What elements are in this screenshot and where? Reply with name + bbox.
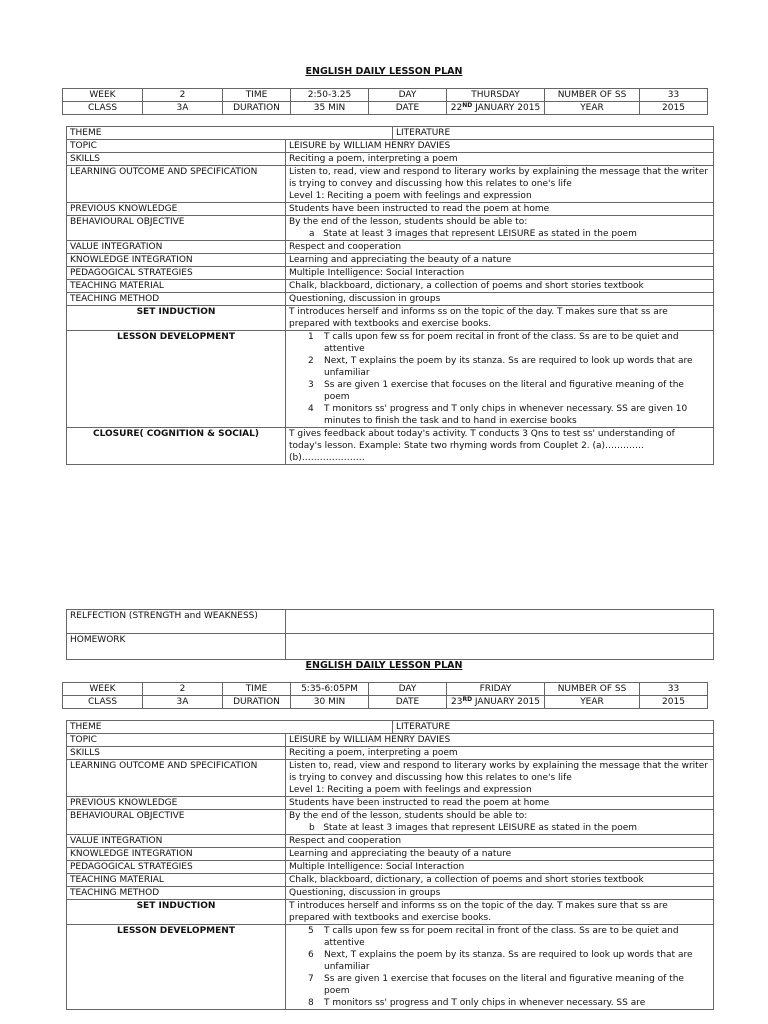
development-steps-list [289,925,710,1009]
day-label: DAY [369,89,447,102]
outcome-label: LEARNING OUTCOME AND SPECIFICATION [67,166,286,203]
day-value: THURSDAY [447,89,545,102]
pedagogical-strategies-row [67,861,714,874]
list-item [289,973,710,997]
reflection-value [286,610,714,634]
year-label: YEAR [545,696,640,709]
step-number: 4 [308,404,314,414]
step-text: T monitors ss' progress and T only chips in whenever necessary. SS are given 10 minutes to finish the task and to hand in exercise books [324,404,688,426]
knowledge-integration-row [67,254,714,267]
teaching-material-value: Chalk, blackboard, dictionary, a collection of poems and short stories textbook [286,874,714,887]
outcome-text: Listen to, read, view and respond to literary works by explaining the message that the writer is trying to convey and discussing how this relates to one's life [289,167,708,189]
week-value: 2 [143,89,223,102]
duration-label: DURATION [223,696,291,709]
lesson-plan-table [66,126,714,465]
step-number: 7 [308,974,314,984]
num-ss-value: 33 [640,89,708,102]
reflection-table [66,609,714,660]
pedagogical-strategies-label: PEDAGOGICAL STRATEGIES [67,861,286,874]
behavioural-objective-row [67,810,714,835]
year-label: YEAR [545,102,640,115]
lesson-header-table [62,88,708,115]
knowledge-integration-label: KNOWLEDGE INTEGRATION [67,848,286,861]
prev-knowledge-row [67,797,714,810]
pedagogical-strategies-label: PEDAGOGICAL STRATEGIES [67,267,286,280]
class-value: 3A [143,102,223,115]
item-text: State at least 3 images that represent LEISURE as stated in the poem [323,823,638,833]
date-day: 22 [450,103,463,113]
step-number: 8 [308,998,314,1008]
time-label: TIME [223,89,291,102]
num-ss-value: 33 [640,683,708,696]
date-rest: JANUARY 2015 [472,697,540,707]
knowledge-integration-row [67,848,714,861]
set-induction-row [67,306,714,331]
week-label: WEEK [63,89,143,102]
teaching-material-row [67,874,714,887]
prev-knowledge-value: Students have been instructed to read the poem at home [286,797,714,810]
teaching-material-value: Chalk, blackboard, dictionary, a collection of poems and short stories textbook [286,280,714,293]
reflection-label: RELFECTION (STRENGTH and WEAKNESS) [67,610,286,634]
header-row-2 [63,696,708,709]
homework-label: HOMEWORK [67,634,286,660]
behavioural-objective-row [67,216,714,241]
step-text: Next, T explains the poem by its stanza. Ss are required to look up words that are unfamiliar [324,950,693,972]
week-value: 2 [143,683,223,696]
skills-label: SKILLS [67,747,286,760]
step-text: Ss are given 1 exercise that focuses on the literal and figurative meaning of the poem [324,974,684,996]
behavioural-objective-intro: By the end of the lesson, students should be able to: [289,217,528,227]
step-number: 3 [308,380,314,390]
list-item [289,403,710,427]
step-text: T calls upon few ss for poem recital in front of the class. Ss are to be quiet and attentive [324,926,679,948]
value-integration-value: Respect and cooperation [286,241,714,254]
list-item [289,925,710,949]
step-text: T calls upon few ss for poem recital in front of the class. Ss are to be quiet and attentive [324,332,679,354]
topic-label: TOPIC [67,734,286,747]
date-label: DATE [369,696,447,709]
theme-value: LITERATURE [393,721,714,734]
day-value: FRIDAY [447,683,545,696]
step-text: Ss are given 1 exercise that focuses on the literal and figurative meaning of the poem [324,380,684,402]
date-rest: JANUARY 2015 [472,103,541,113]
lesson-development-label: LESSON DEVELOPMENT [67,331,286,428]
behavioural-objective-label: BEHAVIOURAL OBJECTIVE [67,810,286,835]
lesson-plan-title: ENGLISH DAILY LESSON PLAN [305,66,463,77]
theme-value: LITERATURE [393,127,714,140]
date-day: 23 [451,697,463,707]
lesson-development-row [67,925,714,1010]
list-item [289,379,710,403]
duration-value: 35 MIN [291,102,369,115]
lesson-development-label: LESSON DEVELOPMENT [67,925,286,1010]
value-integration-label: VALUE INTEGRATION [67,241,286,254]
prev-knowledge-label: PREVIOUS KNOWLEDGE [67,797,286,810]
behavioural-objective-item [289,228,710,240]
outcome-text: Listen to, read, view and respond to literary works by explaining the message that the writer is trying to convey and discussing how this relates to one's life [289,761,708,783]
behavioural-objective-value [286,810,714,835]
outcome-row [67,760,714,797]
reflection-row [67,610,714,634]
closure-row [67,428,714,465]
lesson-development-value [286,925,714,1010]
behavioural-objective-item [289,822,710,834]
week-label: WEEK [63,683,143,696]
value-integration-row [67,835,714,848]
value-integration-value: Respect and cooperation [286,835,714,848]
theme-label: THEME [67,721,393,734]
step-text: Next, T explains the poem by its stanza. Ss are required to look up words that are unfamiliar [324,356,693,378]
value-integration-label: VALUE INTEGRATION [67,835,286,848]
outcome-level: Level 1: Reciting a poem with feelings and expression [289,191,532,201]
duration-label: DURATION [223,102,291,115]
homework-value [286,634,714,660]
skills-label: SKILLS [67,153,286,166]
topic-value: LEISURE by WILLIAM HENRY DAVIES [286,734,714,747]
skills-row [67,747,714,760]
item-text: State at least 3 images that represent LEISURE as stated in the poem [323,229,637,239]
date-suffix: RD [462,696,473,703]
year-value: 2015 [640,102,708,115]
skills-value: Reciting a poem, interpreting a poem [286,747,714,760]
lesson-development-row [67,331,714,428]
teaching-material-label: TEACHING MATERIAL [67,874,286,887]
behavioural-objective-intro: By the end of the lesson, students should be able to: [289,811,528,821]
set-induction-label: SET INDUCTION [67,306,286,331]
list-item [289,331,710,355]
time-label: TIME [223,683,291,696]
set-induction-value: T introduces herself and informs ss on the topic of the day. T makes sure that ss are prepared with textbooks and exercise books. [286,900,714,925]
teaching-method-label: TEACHING METHOD [67,293,286,306]
date-suffix: ND [462,102,473,109]
topic-row [67,140,714,153]
outcome-level: Level 1: Reciting a poem with feelings and expression [289,785,532,795]
theme-row [67,127,714,140]
theme-row [67,721,714,734]
lesson-plan-title: ENGLISH DAILY LESSON PLAN [305,660,463,671]
theme-label: THEME [67,127,393,140]
teaching-method-value: Questioning, discussion in groups [286,293,714,306]
step-text: T monitors ss' progress and T only chips in whenever necessary. SS are [324,998,646,1008]
outcome-value [286,166,714,203]
topic-row [67,734,714,747]
date-label: DATE [369,102,447,115]
class-label: CLASS [63,102,143,115]
value-integration-row [67,241,714,254]
header-row-1 [63,89,708,102]
date-value [447,696,545,709]
development-steps-list [289,331,710,427]
teaching-material-label: TEACHING MATERIAL [67,280,286,293]
prev-knowledge-value: Students have been instructed to read the poem at home [286,203,714,216]
date-value [447,102,545,115]
prev-knowledge-label: PREVIOUS KNOWLEDGE [67,203,286,216]
header-row-2 [63,102,708,115]
topic-value: LEISURE by WILLIAM HENRY DAVIES [286,140,714,153]
teaching-method-value: Questioning, discussion in groups [286,887,714,900]
knowledge-integration-value: Learning and appreciating the beauty of a nature [286,254,714,267]
class-label: CLASS [63,696,143,709]
teaching-method-label: TEACHING METHOD [67,887,286,900]
step-number: 5 [308,926,314,936]
outcome-row [67,166,714,203]
topic-label: TOPIC [67,140,286,153]
time-value: 2:50-3.25 [291,89,369,102]
duration-value: 30 MIN [291,696,369,709]
pedagogical-strategies-value: Multiple Intelligence: Social Interaction [286,861,714,874]
outcome-label: LEARNING OUTCOME AND SPECIFICATION [67,760,286,797]
set-induction-value: T introduces herself and informs ss on the topic of the day. T makes sure that ss are prepared with textbooks and exercise books. [286,306,714,331]
header-row-1 [63,683,708,696]
day-label: DAY [369,683,447,696]
outcome-value [286,760,714,797]
knowledge-integration-label: KNOWLEDGE INTEGRATION [67,254,286,267]
teaching-method-row [67,887,714,900]
teaching-material-row [67,280,714,293]
lesson-development-value [286,331,714,428]
skills-row [67,153,714,166]
class-value: 3A [143,696,223,709]
lesson-header-table [62,682,708,709]
step-number: 6 [308,950,314,960]
set-induction-row [67,900,714,925]
item-marker: b [309,823,315,833]
item-marker: a [309,229,315,239]
year-value: 2015 [640,696,708,709]
closure-value: T gives feedback about today's activity. T conducts 3 Qns to test ss' understanding of today's lesson. Example: State two rhyming words from Couplet 2. (a)…………. (b)………………… [286,428,714,465]
num-ss-label: NUMBER OF SS [545,683,640,696]
skills-value: Reciting a poem, interpreting a poem [286,153,714,166]
behavioural-objective-label: BEHAVIOURAL OBJECTIVE [67,216,286,241]
knowledge-integration-value: Learning and appreciating the beauty of a nature [286,848,714,861]
step-number: 1 [308,332,314,342]
pedagogical-strategies-value: Multiple Intelligence: Social Interaction [286,267,714,280]
list-item [289,355,710,379]
num-ss-label: NUMBER OF SS [545,89,640,102]
step-number: 2 [308,356,314,366]
pedagogical-strategies-row [67,267,714,280]
lesson-plan-table [66,720,714,1010]
list-item [289,949,710,973]
list-item [289,997,710,1009]
closure-label: CLOSURE( COGNITION & SOCIAL) [67,428,286,465]
prev-knowledge-row [67,203,714,216]
time-value: 5:35-6:05PM [291,683,369,696]
teaching-method-row [67,293,714,306]
homework-row [67,634,714,660]
set-induction-label: SET INDUCTION [67,900,286,925]
behavioural-objective-value [286,216,714,241]
